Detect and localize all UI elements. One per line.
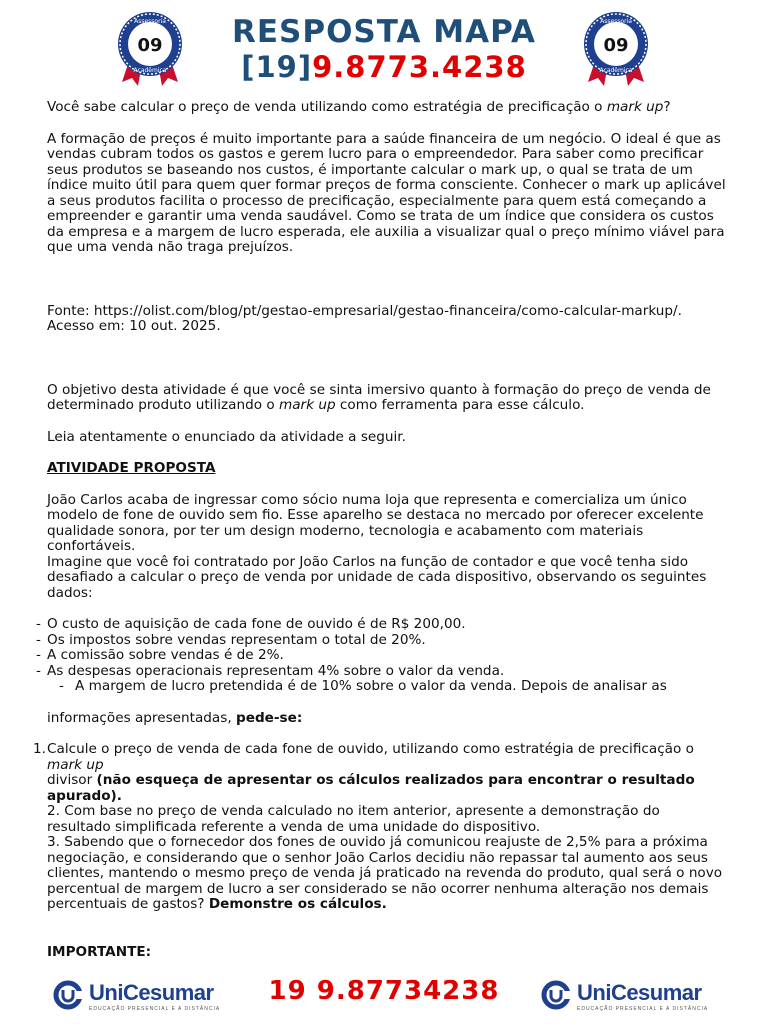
- header: [0, 0, 768, 95]
- paragraph-pricing: A formação de preços é muito importante para a saúde financeira de um negócio. O ideal é que as vendas cubram todos os gastos e gerem lucro para o empreendedor. Para saber como precificar seus produtos se baseando nos custos, é importante calcular o mark up, o qual se trata de um índice muito útil para quem quer formar preços de forma consciente. Conhecer o mark up aplicável a seus produtos facilita o processo de precificação, especialmente para quem está começando a empreender e garantir uma venda saudável. Como se trata de um índice que considera os custos da empresa e a margem de lucro esperada, ele auxilia a visualizar qual o preço mínimo viável para que uma venda não traga prejuízos.: [47, 130, 726, 255]
- badge-mark: 09: [603, 35, 629, 56]
- page-title: RESPOSTA MAPA: [231, 14, 536, 50]
- unicesumar-logo-icon: [541, 980, 571, 1010]
- data-list: [47, 617, 727, 679]
- badge-text-bottom: Acadêmica: [133, 67, 167, 74]
- story-paragraph-2: Imagine que você foi contratado por João Carlos na função de contador e que você tenha sido desafiado a calcular o preço de venda por unidade de cada dispositivo, observando os seguintes dados:: [47, 553, 707, 601]
- badge-text-top: Assessoria: [600, 18, 632, 25]
- question-2: 2. Com base no preço de venda calculado no item anterior, apresente a demonstração do resultado simplificada referente a venda de uma unidade do dispositivo.: [47, 803, 660, 835]
- footer: [0, 970, 768, 1020]
- list-item: - Os impostos sobre vendas representam o total de 20%.: [47, 633, 727, 649]
- margin-item: - A margem de lucro pretendida é de 10% sobre o valor da venda. Depois de analisar as: [47, 679, 727, 695]
- badge-mark: 09: [137, 35, 163, 56]
- question-3: 3. Sabendo que o fornecedor dos fones de ouvido já comunicou reajuste de 2,5% para a próxima negociação, e considerando que o senhor João Carlos decidiu não repassar tal aumento aos seus clientes, mantendo o mesmo preço de venda já praticado na revenda do produto, qual será o novo percentual de margem de lucro a ser considerado se não ocorrer nenhuma alteração nos demais percentuais de gastos? Demonstre os cálculos.: [47, 834, 723, 912]
- source-citation: Fonte: https://olist.com/blog/pt/gestao-empresarial/gestao-financeira/como-calcular-markup/. Acesso em: 10 out. 2025.: [47, 302, 682, 334]
- story-paragraph: João Carlos acaba de ingressar como sócio numa loja que representa e comercializa um único modelo de fone de ouvido sem fio. Esse aparelho se destaca no mercado por oferecer excelente qualidade sonora, por ter um design moderno, tecnologia e acabamento com materiais confortáveis.: [47, 491, 704, 554]
- header-phone-prefix: [19]: [241, 50, 313, 84]
- important-label: IMPORTANTE:: [47, 943, 152, 960]
- question-number: 1.: [33, 741, 46, 757]
- header-phone-number: 9.8773.4238: [312, 50, 527, 84]
- brand-name: UniCesumar: [577, 980, 702, 1005]
- list-item: - O custo de aquisição de cada fone de ouvido é de R$ 200,00.: [47, 617, 727, 633]
- objective-paragraph: O objetivo desta atividade é que você se sinta imersivo quanto à formação do preço de venda de determinado produto utilizando o mark up como ferramenta para esse cálculo.: [47, 381, 711, 413]
- intro-question: Você sabe calcular o preço de venda utilizando como estratégia de precificação o mark up?: [47, 99, 671, 115]
- brand-tagline: EDUCAÇÃO PRESENCIAL E A DISTÂNCIA: [89, 1006, 221, 1012]
- read-instruction: Leia atentamente o enunciado da atividade a seguir.: [47, 428, 406, 445]
- question-1: 1. Calcule o preço de venda de cada fone de ouvido, utilizando como estratégia de precificação o mark up divisor (não esqueça de apresentar os cálculos realizados para encontrar o resultado apurado).: [33, 741, 695, 804]
- document-body: [33, 99, 727, 960]
- analysis-line: informações apresentadas, pede-se:: [47, 709, 303, 726]
- badge-text-top: Assessoria: [134, 18, 166, 25]
- badge-text-bottom: Acadêmica: [599, 67, 633, 74]
- brand-tagline: EDUCAÇÃO PRESENCIAL E A DISTÂNCIA: [577, 1006, 709, 1012]
- footer-phone: 19 9.87734238: [268, 976, 500, 1006]
- unicesumar-logo: [541, 978, 711, 1014]
- section-title: ATIVIDADE PROPOSTA: [47, 460, 216, 476]
- assessoria-academica-badge-icon: [578, 10, 654, 86]
- list-item: - A comissão sobre vendas é de 2%.: [47, 648, 727, 664]
- brand-name: UniCesumar: [89, 980, 214, 1005]
- list-item: - As despesas operacionais representam 4% sobre o valor da venda.: [47, 664, 727, 680]
